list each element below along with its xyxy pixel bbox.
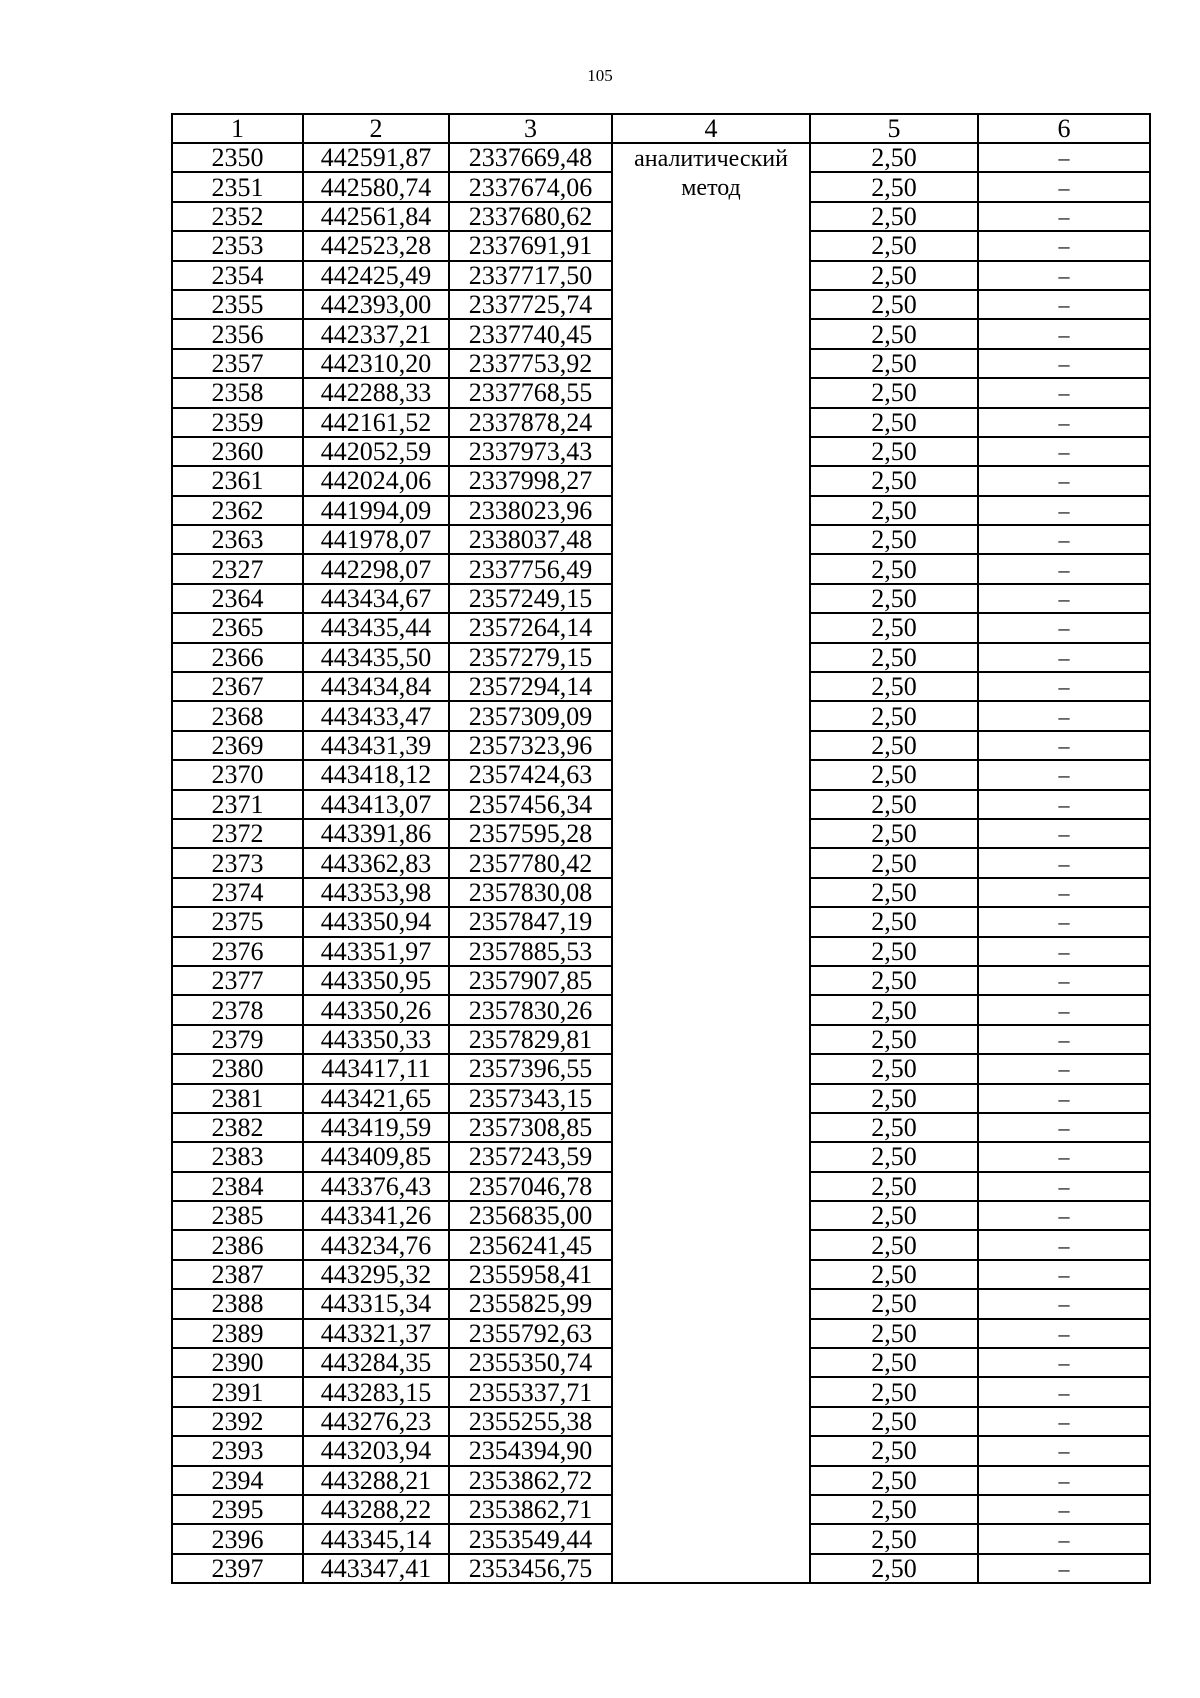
point-number-cell: 2369 [172, 731, 303, 760]
accuracy-cell: 2,50 [810, 1054, 978, 1083]
accuracy-cell: 2,50 [810, 937, 978, 966]
point-number-cell: 2379 [172, 1025, 303, 1054]
accuracy-cell: 2,50 [810, 202, 978, 231]
point-number-cell: 2359 [172, 408, 303, 437]
x-coordinate-cell: 443288,22 [303, 1495, 449, 1524]
accuracy-cell: 2,50 [810, 848, 978, 877]
description-cell: – [978, 466, 1150, 495]
accuracy-cell: 2,50 [810, 1230, 978, 1259]
y-coordinate-cell: 2357396,55 [449, 1054, 612, 1083]
accuracy-cell: 2,50 [810, 437, 978, 466]
description-cell: – [978, 1407, 1150, 1436]
x-coordinate-cell: 441978,07 [303, 525, 449, 554]
point-number-cell: 2380 [172, 1054, 303, 1083]
y-coordinate-cell: 2357424,63 [449, 760, 612, 789]
x-coordinate-cell: 443435,50 [303, 643, 449, 672]
accuracy-cell: 2,50 [810, 1084, 978, 1113]
description-cell: – [978, 1319, 1150, 1348]
description-cell: – [978, 1054, 1150, 1083]
point-number-cell: 2391 [172, 1377, 303, 1406]
accuracy-cell: 2,50 [810, 760, 978, 789]
description-cell: – [978, 848, 1150, 877]
x-coordinate-cell: 442024,06 [303, 466, 449, 495]
description-cell: – [978, 672, 1150, 701]
x-coordinate-cell: 443351,97 [303, 937, 449, 966]
description-cell: – [978, 760, 1150, 789]
point-number-cell: 2386 [172, 1230, 303, 1259]
table-header [172, 114, 1150, 143]
page-number: 105 [587, 66, 613, 85]
point-number-cell: 2383 [172, 1142, 303, 1171]
point-number-cell: 2373 [172, 848, 303, 877]
accuracy-cell: 2,50 [810, 1025, 978, 1054]
accuracy-cell: 2,50 [810, 1436, 978, 1465]
point-number-cell: 2382 [172, 1113, 303, 1142]
point-number-cell: 2368 [172, 701, 303, 730]
accuracy-cell: 2,50 [810, 525, 978, 554]
x-coordinate-cell: 442523,28 [303, 231, 449, 260]
x-coordinate-cell: 443350,26 [303, 995, 449, 1024]
x-coordinate-cell: 443391,86 [303, 819, 449, 848]
y-coordinate-cell: 2357343,15 [449, 1084, 612, 1113]
x-coordinate-cell: 443431,39 [303, 731, 449, 760]
x-coordinate-cell: 443276,23 [303, 1407, 449, 1436]
description-cell: – [978, 613, 1150, 642]
accuracy-cell: 2,50 [810, 1319, 978, 1348]
x-coordinate-cell: 442161,52 [303, 408, 449, 437]
x-coordinate-cell: 443417,11 [303, 1054, 449, 1083]
x-coordinate-cell: 443434,67 [303, 584, 449, 613]
accuracy-cell: 2,50 [810, 643, 978, 672]
x-coordinate-cell: 443321,37 [303, 1319, 449, 1348]
y-coordinate-cell: 2337973,43 [449, 437, 612, 466]
accuracy-cell: 2,50 [810, 878, 978, 907]
x-coordinate-cell: 443376,43 [303, 1172, 449, 1201]
description-cell: – [978, 878, 1150, 907]
accuracy-cell: 2,50 [810, 1495, 978, 1524]
point-number-cell: 2327 [172, 554, 303, 583]
description-cell: – [978, 1436, 1150, 1465]
description-cell: – [978, 966, 1150, 995]
point-number-cell: 2358 [172, 378, 303, 407]
description-cell: – [978, 1495, 1150, 1524]
accuracy-cell: 2,50 [810, 701, 978, 730]
y-coordinate-cell: 2357279,15 [449, 643, 612, 672]
point-number-cell: 2367 [172, 672, 303, 701]
description-cell: – [978, 1201, 1150, 1230]
y-coordinate-cell: 2337768,55 [449, 378, 612, 407]
point-number-cell: 2396 [172, 1524, 303, 1553]
y-coordinate-cell: 2357294,14 [449, 672, 612, 701]
y-coordinate-cell: 2337878,24 [449, 408, 612, 437]
point-number-cell: 2390 [172, 1348, 303, 1377]
description-cell: – [978, 349, 1150, 378]
accuracy-cell: 2,50 [810, 1554, 978, 1583]
point-number-cell: 2377 [172, 966, 303, 995]
description-cell: – [978, 790, 1150, 819]
y-coordinate-cell: 2357830,08 [449, 878, 612, 907]
accuracy-cell: 2,50 [810, 1524, 978, 1553]
y-coordinate-cell: 2357885,53 [449, 937, 612, 966]
y-coordinate-cell: 2353862,72 [449, 1466, 612, 1495]
point-number-cell: 2378 [172, 995, 303, 1024]
x-coordinate-cell: 443350,94 [303, 907, 449, 936]
y-coordinate-cell: 2357323,96 [449, 731, 612, 760]
x-coordinate-cell: 442052,59 [303, 437, 449, 466]
x-coordinate-cell: 443413,07 [303, 790, 449, 819]
accuracy-cell: 2,50 [810, 584, 978, 613]
accuracy-cell: 2,50 [810, 731, 978, 760]
x-coordinate-cell: 442310,20 [303, 349, 449, 378]
description-cell: – [978, 1025, 1150, 1054]
point-number-cell: 2374 [172, 878, 303, 907]
header-cell-5: 5 [810, 114, 978, 143]
x-coordinate-cell: 443353,98 [303, 878, 449, 907]
point-number-cell: 2389 [172, 1319, 303, 1348]
point-number-cell: 2387 [172, 1260, 303, 1289]
x-coordinate-cell: 441994,09 [303, 496, 449, 525]
y-coordinate-cell: 2357907,85 [449, 966, 612, 995]
y-coordinate-cell: 2337756,49 [449, 554, 612, 583]
point-number-cell: 2365 [172, 613, 303, 642]
point-number-cell: 2357 [172, 349, 303, 378]
accuracy-cell: 2,50 [810, 172, 978, 201]
accuracy-cell: 2,50 [810, 1113, 978, 1142]
x-coordinate-cell: 443434,84 [303, 672, 449, 701]
x-coordinate-cell: 443315,34 [303, 1289, 449, 1318]
description-cell: – [978, 1113, 1150, 1142]
header-cell-4: 4 [612, 114, 810, 143]
point-number-cell: 2360 [172, 437, 303, 466]
y-coordinate-cell: 2357309,09 [449, 701, 612, 730]
x-coordinate-cell: 443345,14 [303, 1524, 449, 1553]
accuracy-cell: 2,50 [810, 319, 978, 348]
accuracy-cell: 2,50 [810, 290, 978, 319]
point-number-cell: 2351 [172, 172, 303, 201]
y-coordinate-cell: 2337998,27 [449, 466, 612, 495]
accuracy-cell: 2,50 [810, 672, 978, 701]
x-coordinate-cell: 442580,74 [303, 172, 449, 201]
point-number-cell: 2381 [172, 1084, 303, 1113]
x-coordinate-cell: 443362,83 [303, 848, 449, 877]
x-coordinate-cell: 442425,49 [303, 261, 449, 290]
x-coordinate-cell: 443435,44 [303, 613, 449, 642]
description-cell: – [978, 731, 1150, 760]
y-coordinate-cell: 2355255,38 [449, 1407, 612, 1436]
y-coordinate-cell: 2355958,41 [449, 1260, 612, 1289]
accuracy-cell: 2,50 [810, 1407, 978, 1436]
header-cell-6: 6 [978, 114, 1150, 143]
y-coordinate-cell: 2355792,63 [449, 1319, 612, 1348]
description-cell: – [978, 231, 1150, 260]
point-number-cell: 2364 [172, 584, 303, 613]
accuracy-cell: 2,50 [810, 1466, 978, 1495]
point-number-cell: 2375 [172, 907, 303, 936]
description-cell: – [978, 496, 1150, 525]
x-coordinate-cell: 443347,41 [303, 1554, 449, 1583]
point-number-cell: 2355 [172, 290, 303, 319]
accuracy-cell: 2,50 [810, 1201, 978, 1230]
x-coordinate-cell: 443234,76 [303, 1230, 449, 1259]
y-coordinate-cell: 2357264,14 [449, 613, 612, 642]
point-number-cell: 2372 [172, 819, 303, 848]
header-cell-2: 2 [303, 114, 449, 143]
accuracy-cell: 2,50 [810, 613, 978, 642]
point-number-cell: 2394 [172, 1466, 303, 1495]
point-number-cell: 2356 [172, 319, 303, 348]
y-coordinate-cell: 2338037,48 [449, 525, 612, 554]
point-number-cell: 2350 [172, 143, 303, 172]
accuracy-cell: 2,50 [810, 907, 978, 936]
accuracy-cell: 2,50 [810, 231, 978, 260]
point-number-cell: 2353 [172, 231, 303, 260]
description-cell: – [978, 554, 1150, 583]
point-number-cell: 2385 [172, 1201, 303, 1230]
y-coordinate-cell: 2357829,81 [449, 1025, 612, 1054]
point-number-cell: 2395 [172, 1495, 303, 1524]
description-cell: – [978, 995, 1150, 1024]
description-cell: – [978, 408, 1150, 437]
point-number-cell: 2370 [172, 760, 303, 789]
accuracy-cell: 2,50 [810, 408, 978, 437]
y-coordinate-cell: 2355337,71 [449, 1377, 612, 1406]
description-cell: – [978, 643, 1150, 672]
accuracy-cell: 2,50 [810, 261, 978, 290]
accuracy-cell: 2,50 [810, 966, 978, 995]
y-coordinate-cell: 2357830,26 [449, 995, 612, 1024]
accuracy-cell: 2,50 [810, 554, 978, 583]
coordinates-table [171, 113, 1151, 1584]
description-cell: – [978, 525, 1150, 554]
y-coordinate-cell: 2337753,92 [449, 349, 612, 378]
x-coordinate-cell: 442288,33 [303, 378, 449, 407]
description-cell: – [978, 1084, 1150, 1113]
y-coordinate-cell: 2337717,50 [449, 261, 612, 290]
point-number-cell: 2361 [172, 466, 303, 495]
accuracy-cell: 2,50 [810, 466, 978, 495]
y-coordinate-cell: 2357595,28 [449, 819, 612, 848]
y-coordinate-cell: 2357243,59 [449, 1142, 612, 1171]
accuracy-cell: 2,50 [810, 143, 978, 172]
accuracy-cell: 2,50 [810, 1289, 978, 1318]
y-coordinate-cell: 2357456,34 [449, 790, 612, 819]
y-coordinate-cell: 2356835,00 [449, 1201, 612, 1230]
x-coordinate-cell: 443433,47 [303, 701, 449, 730]
x-coordinate-cell: 443203,94 [303, 1436, 449, 1465]
description-cell: – [978, 819, 1150, 848]
x-coordinate-cell: 442561,84 [303, 202, 449, 231]
header-row [172, 114, 1150, 143]
point-number-cell: 2392 [172, 1407, 303, 1436]
point-number-cell: 2366 [172, 643, 303, 672]
accuracy-cell: 2,50 [810, 1377, 978, 1406]
description-cell: – [978, 172, 1150, 201]
accuracy-cell: 2,50 [810, 1172, 978, 1201]
y-coordinate-cell: 2354394,90 [449, 1436, 612, 1465]
x-coordinate-cell: 443295,32 [303, 1260, 449, 1289]
point-number-cell: 2354 [172, 261, 303, 290]
description-cell: – [978, 290, 1150, 319]
y-coordinate-cell: 2357847,19 [449, 907, 612, 936]
y-coordinate-cell: 2357308,85 [449, 1113, 612, 1142]
description-cell: – [978, 319, 1150, 348]
y-coordinate-cell: 2353456,75 [449, 1554, 612, 1583]
description-cell: – [978, 143, 1150, 172]
point-number-cell: 2376 [172, 937, 303, 966]
point-number-cell: 2363 [172, 525, 303, 554]
description-cell: – [978, 1554, 1150, 1583]
description-cell: – [978, 378, 1150, 407]
y-coordinate-cell: 2337725,74 [449, 290, 612, 319]
y-coordinate-cell: 2355825,99 [449, 1289, 612, 1318]
description-cell: – [978, 1289, 1150, 1318]
y-coordinate-cell: 2357249,15 [449, 584, 612, 613]
accuracy-cell: 2,50 [810, 1142, 978, 1171]
description-cell: – [978, 1524, 1150, 1553]
description-cell: – [978, 1348, 1150, 1377]
x-coordinate-cell: 443409,85 [303, 1142, 449, 1171]
description-cell: – [978, 584, 1150, 613]
point-number-cell: 2371 [172, 790, 303, 819]
description-cell: – [978, 1377, 1150, 1406]
header-cell-3: 3 [449, 114, 612, 143]
x-coordinate-cell: 442393,00 [303, 290, 449, 319]
point-number-cell: 2362 [172, 496, 303, 525]
description-cell: – [978, 202, 1150, 231]
y-coordinate-cell: 2357780,42 [449, 848, 612, 877]
y-coordinate-cell: 2337680,62 [449, 202, 612, 231]
y-coordinate-cell: 2353549,44 [449, 1524, 612, 1553]
accuracy-cell: 2,50 [810, 995, 978, 1024]
y-coordinate-cell: 2338023,96 [449, 496, 612, 525]
point-number-cell: 2397 [172, 1554, 303, 1583]
description-cell: – [978, 701, 1150, 730]
y-coordinate-cell: 2337740,45 [449, 319, 612, 348]
x-coordinate-cell: 442591,87 [303, 143, 449, 172]
description-cell: – [978, 1260, 1150, 1289]
description-cell: – [978, 937, 1150, 966]
description-cell: – [978, 1172, 1150, 1201]
point-number-cell: 2393 [172, 1436, 303, 1465]
x-coordinate-cell: 443418,12 [303, 760, 449, 789]
description-cell: – [978, 261, 1150, 290]
x-coordinate-cell: 443288,21 [303, 1466, 449, 1495]
accuracy-cell: 2,50 [810, 496, 978, 525]
x-coordinate-cell: 442298,07 [303, 554, 449, 583]
x-coordinate-cell: 443284,35 [303, 1348, 449, 1377]
header-cell-1: 1 [172, 114, 303, 143]
y-coordinate-cell: 2353862,71 [449, 1495, 612, 1524]
x-coordinate-cell: 443350,33 [303, 1025, 449, 1054]
table-body [172, 143, 1150, 1583]
x-coordinate-cell: 443283,15 [303, 1377, 449, 1406]
description-cell: – [978, 437, 1150, 466]
accuracy-cell: 2,50 [810, 378, 978, 407]
y-coordinate-cell: 2356241,45 [449, 1230, 612, 1259]
y-coordinate-cell: 2337669,48 [449, 143, 612, 172]
point-number-cell: 2388 [172, 1289, 303, 1318]
x-coordinate-cell: 443421,65 [303, 1084, 449, 1113]
description-cell: – [978, 1466, 1150, 1495]
point-number-cell: 2384 [172, 1172, 303, 1201]
table-row [172, 143, 1150, 172]
x-coordinate-cell: 443341,26 [303, 1201, 449, 1230]
accuracy-cell: 2,50 [810, 1348, 978, 1377]
description-cell: – [978, 907, 1150, 936]
x-coordinate-cell: 442337,21 [303, 319, 449, 348]
description-cell: – [978, 1142, 1150, 1171]
y-coordinate-cell: 2357046,78 [449, 1172, 612, 1201]
point-number-cell: 2352 [172, 202, 303, 231]
accuracy-cell: 2,50 [810, 790, 978, 819]
y-coordinate-cell: 2355350,74 [449, 1348, 612, 1377]
x-coordinate-cell: 443419,59 [303, 1113, 449, 1142]
accuracy-cell: 2,50 [810, 349, 978, 378]
accuracy-cell: 2,50 [810, 819, 978, 848]
description-cell: – [978, 1230, 1150, 1259]
accuracy-cell: 2,50 [810, 1260, 978, 1289]
y-coordinate-cell: 2337691,91 [449, 231, 612, 260]
y-coordinate-cell: 2337674,06 [449, 172, 612, 201]
x-coordinate-cell: 443350,95 [303, 966, 449, 995]
method-cell: аналитический метод [612, 143, 810, 1583]
